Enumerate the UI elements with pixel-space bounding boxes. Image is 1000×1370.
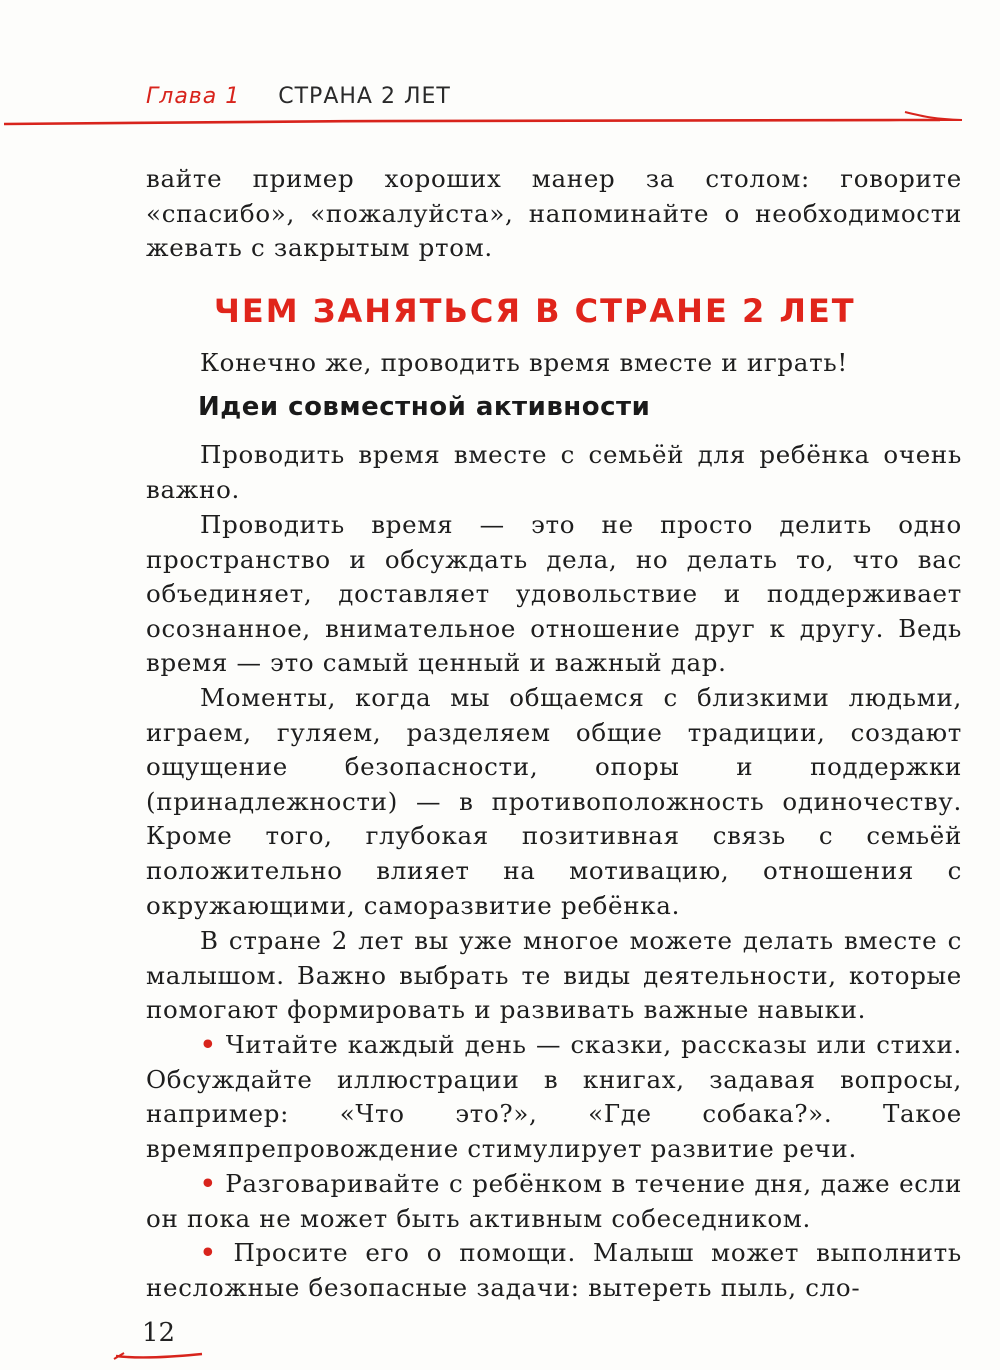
paragraph: Моменты, когда мы общаемся с близкими людьми, играем, гуляем, разделяем общие традиции, создают ощущение безопасности, опоры и поддержки (принадлежности) — в противоположность одиночеству. Кроме того, глубокая позитивная связь с семьёй положительно влияет на мотивацию, отношения с окружающими, саморазвитие ребёнка. bbox=[146, 683, 962, 920]
subheading: Идеи совместной активности bbox=[198, 392, 651, 422]
running-head bbox=[146, 84, 451, 109]
bullet-item bbox=[146, 1236, 962, 1305]
bullet-item bbox=[146, 1028, 962, 1166]
intro-paragraph: Конечно же, проводить время вместе и играть! bbox=[200, 348, 848, 377]
bullet-marker: • bbox=[200, 1238, 217, 1267]
book-title: СТРАНА 2 ЛЕТ bbox=[278, 84, 451, 109]
paragraph: Проводить время — это не просто делить одно пространство и обсуждать дела, но делать то, что вас объединяет, доставляет удовольствие и поддерживает осознанное, внимательное отношение друг к другу. Ведь время — это самый ценный и важный дар. bbox=[146, 510, 962, 678]
continued-paragraph: вайте пример хороших манер за столом: говорите «спасибо», «пожалуйста», напоминайте о необходимости жевать с закрытым ртом. bbox=[146, 164, 962, 263]
chapter-label: Глава 1 bbox=[146, 84, 241, 109]
bullet-text: Просите его о помощи. Малыш может выполнить несложные безопасные задачи: вытереть пыль, сло- bbox=[146, 1238, 962, 1302]
bullet-item bbox=[146, 1167, 962, 1236]
bullet-marker: • bbox=[200, 1169, 217, 1198]
bullet-text: Разговаривайте с ребёнком в течение дня, даже если он пока не может быть активным собеседником. bbox=[146, 1169, 962, 1233]
footer-rule bbox=[110, 1348, 220, 1364]
bullet-marker: • bbox=[200, 1030, 217, 1059]
paragraph: В стране 2 лет вы уже многое можете делать вместе с малышом. Важно выбрать те виды деятельности, которые помогают формировать и развивать важные навыки. bbox=[146, 926, 962, 1025]
header-rule bbox=[0, 108, 1000, 132]
bullet-text: Читайте каждый день — сказки, рассказы или стихи. Обсуждайте иллюстрации в книгах, задавая вопросы, например: «Что это?», «Где собака?». Такое времяпрепровождение стимулирует развитие речи. bbox=[146, 1030, 962, 1163]
section-title: ЧЕМ ЗАНЯТЬСЯ В СТРАНЕ 2 ЛЕТ bbox=[214, 292, 856, 330]
paragraph: Проводить время вместе с семьёй для ребёнка очень важно. bbox=[146, 440, 962, 504]
page-number: 12 bbox=[142, 1318, 176, 1348]
